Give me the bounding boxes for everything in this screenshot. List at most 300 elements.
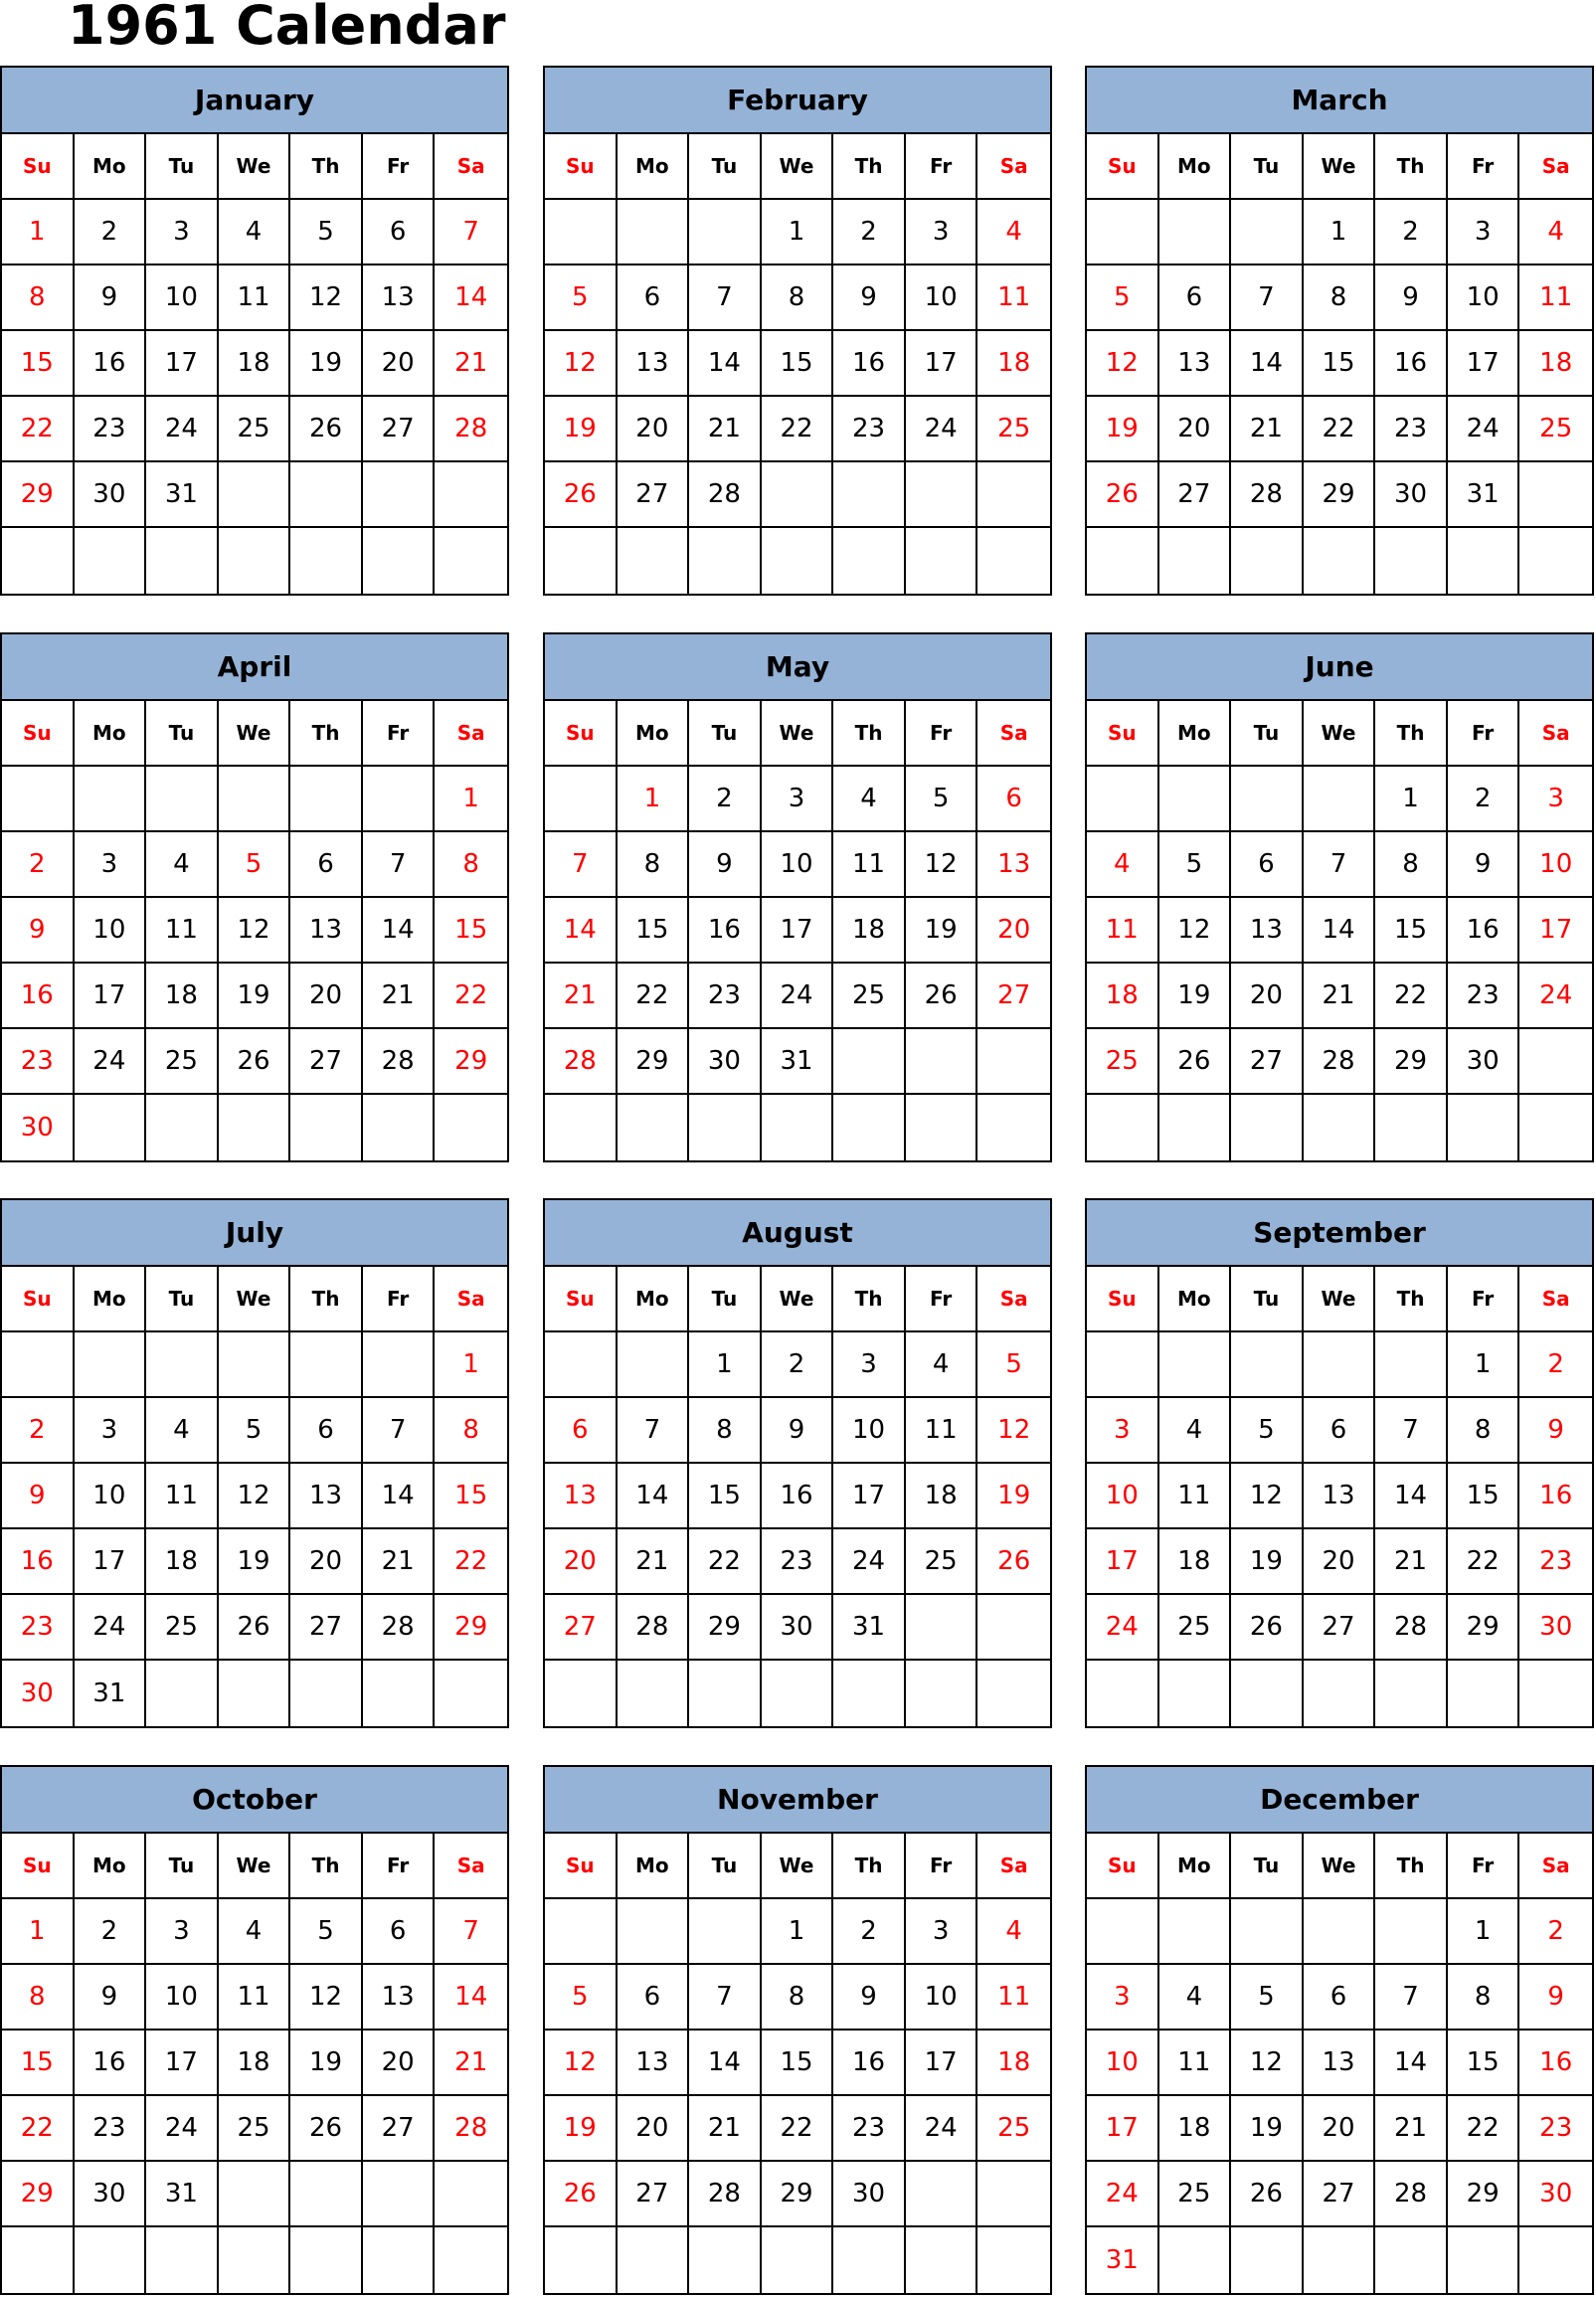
day-cell: 2 [833, 1899, 906, 1965]
day-cell: 10 [1448, 265, 1520, 331]
day-cell: 26 [545, 462, 618, 528]
day-cell: 14 [435, 1965, 507, 2031]
day-cell: 28 [1304, 1029, 1376, 1095]
day-cell: 6 [363, 1899, 436, 1965]
day-cell: 4 [1519, 200, 1592, 265]
day-cell: 1 [1304, 200, 1376, 265]
day-cell: 8 [1304, 265, 1376, 331]
weekday-label: We [219, 134, 291, 200]
weekday-label: We [1304, 1834, 1376, 1899]
day-cell: 30 [1519, 2162, 1592, 2227]
day-cell: 6 [618, 265, 690, 331]
month-header: December [1087, 1767, 1592, 1834]
day-cell: 27 [545, 1595, 618, 1661]
month-december [1085, 1765, 1594, 2295]
day-cell: 18 [146, 964, 219, 1029]
day-cell: 5 [1231, 1398, 1304, 1464]
day-cell: 4 [977, 1899, 1050, 1965]
day-cell: 12 [545, 331, 618, 397]
weekday-label: We [219, 1267, 291, 1332]
day-cell: 25 [1159, 1595, 1232, 1661]
weekday-label: Sa [435, 1267, 507, 1332]
day-cell: 18 [219, 331, 291, 397]
day-cell: 2 [1519, 1899, 1592, 1965]
weekday-label: Sa [435, 134, 507, 200]
day-cell: 18 [1519, 331, 1592, 397]
day-cell: 26 [219, 1595, 291, 1661]
day-cell: 18 [1087, 964, 1159, 1029]
day-cell: 11 [219, 1965, 291, 2031]
day-cell: 28 [1375, 1595, 1448, 1661]
day-cell: 12 [219, 898, 291, 964]
day-cell: 15 [1304, 331, 1376, 397]
weekday-label: Su [545, 134, 618, 200]
day-cell: 18 [833, 898, 906, 964]
empty-cell [762, 1095, 834, 1160]
day-cell: 19 [977, 1464, 1050, 1529]
day-cell: 29 [762, 2162, 834, 2227]
day-cell: 1 [2, 200, 75, 265]
month-grid [1087, 134, 1592, 594]
day-cell: 31 [75, 1661, 147, 1726]
month-may [543, 632, 1052, 1162]
day-cell: 31 [833, 1595, 906, 1661]
empty-cell [762, 1661, 834, 1726]
day-cell: 4 [833, 767, 906, 832]
weekday-label: Sa [977, 1834, 1050, 1899]
empty-cell [1304, 767, 1376, 832]
weekday-label: Su [545, 1834, 618, 1899]
day-cell: 26 [219, 1029, 291, 1095]
month-grid [545, 1834, 1050, 2293]
day-cell: 16 [1519, 2031, 1592, 2096]
day-cell: 18 [977, 331, 1050, 397]
empty-cell [1159, 1332, 1232, 1398]
day-cell: 1 [689, 1332, 762, 1398]
day-cell: 29 [1448, 2162, 1520, 2227]
weekday-label: Fr [363, 1267, 436, 1332]
empty-cell [1159, 528, 1232, 594]
day-cell: 31 [146, 2162, 219, 2227]
day-cell: 12 [290, 1965, 363, 2031]
empty-cell [689, 1899, 762, 1965]
day-cell: 10 [833, 1398, 906, 1464]
day-cell: 4 [977, 200, 1050, 265]
day-cell: 15 [2, 2031, 75, 2096]
weekday-label: Sa [435, 701, 507, 767]
weekday-label: Tu [146, 134, 219, 200]
day-cell: 9 [1448, 832, 1520, 898]
day-cell: 13 [1304, 2031, 1376, 2096]
empty-cell [363, 462, 436, 528]
day-cell: 5 [545, 265, 618, 331]
day-cell: 13 [1304, 1464, 1376, 1529]
empty-cell [545, 1661, 618, 1726]
day-cell: 23 [75, 2096, 147, 2162]
day-cell: 8 [435, 832, 507, 898]
month-june [1085, 632, 1594, 1162]
day-cell: 16 [1375, 331, 1448, 397]
day-cell: 19 [290, 331, 363, 397]
day-cell: 4 [146, 832, 219, 898]
day-cell: 18 [977, 2031, 1050, 2096]
weekday-label: Mo [1159, 1834, 1232, 1899]
month-header: September [1087, 1200, 1592, 1267]
empty-cell [906, 2162, 978, 2227]
weekday-label: Sa [1519, 701, 1592, 767]
day-cell: 6 [1304, 1965, 1376, 2031]
empty-cell [1519, 2227, 1592, 2293]
weekday-label: Fr [906, 1267, 978, 1332]
weekday-label: We [762, 701, 834, 767]
weekday-label: Su [1087, 1267, 1159, 1332]
weekday-label: Th [290, 1834, 363, 1899]
weekday-label: Sa [1519, 1267, 1592, 1332]
weekday-label: Mo [618, 1834, 690, 1899]
day-cell: 25 [219, 2096, 291, 2162]
weekday-label: Su [2, 1834, 75, 1899]
day-cell: 23 [833, 397, 906, 462]
day-cell: 7 [1231, 265, 1304, 331]
day-cell: 21 [363, 1529, 436, 1595]
day-cell: 27 [618, 462, 690, 528]
empty-cell [1087, 767, 1159, 832]
day-cell: 14 [363, 1464, 436, 1529]
day-cell: 22 [1448, 1529, 1520, 1595]
day-cell: 25 [977, 2096, 1050, 2162]
empty-cell [906, 1595, 978, 1661]
day-cell: 27 [290, 1595, 363, 1661]
empty-cell [363, 1095, 436, 1160]
weekday-label: We [762, 1267, 834, 1332]
day-cell: 12 [545, 2031, 618, 2096]
day-cell: 7 [689, 1965, 762, 2031]
day-cell: 22 [2, 2096, 75, 2162]
day-cell: 13 [977, 832, 1050, 898]
day-cell: 4 [146, 1398, 219, 1464]
day-cell: 22 [762, 2096, 834, 2162]
day-cell: 18 [1159, 2096, 1232, 2162]
empty-cell [545, 1095, 618, 1160]
day-cell: 30 [689, 1029, 762, 1095]
day-cell: 1 [2, 1899, 75, 1965]
empty-cell [435, 1661, 507, 1726]
day-cell: 22 [1304, 397, 1376, 462]
day-cell: 26 [1087, 462, 1159, 528]
day-cell: 13 [1159, 331, 1232, 397]
day-cell: 13 [290, 898, 363, 964]
day-cell: 24 [75, 1029, 147, 1095]
day-cell: 10 [1087, 2031, 1159, 2096]
day-cell: 27 [290, 1029, 363, 1095]
day-cell: 13 [1231, 898, 1304, 964]
day-cell: 16 [689, 898, 762, 964]
weekday-label: Fr [1448, 1267, 1520, 1332]
day-cell: 17 [146, 2031, 219, 2096]
day-cell: 7 [1304, 832, 1376, 898]
day-cell: 24 [1087, 2162, 1159, 2227]
day-cell: 9 [833, 1965, 906, 2031]
day-cell: 28 [689, 2162, 762, 2227]
day-cell: 8 [1448, 1398, 1520, 1464]
day-cell: 25 [146, 1595, 219, 1661]
day-cell: 13 [618, 331, 690, 397]
day-cell: 9 [2, 1464, 75, 1529]
weekday-label: Th [1375, 134, 1448, 200]
day-cell: 29 [1375, 1029, 1448, 1095]
empty-cell [833, 1661, 906, 1726]
day-cell: 24 [1448, 397, 1520, 462]
empty-cell [2, 767, 75, 832]
day-cell: 12 [1159, 898, 1232, 964]
empty-cell [219, 2227, 291, 2293]
empty-cell [906, 462, 978, 528]
empty-cell [1087, 528, 1159, 594]
day-cell: 19 [290, 2031, 363, 2096]
day-cell: 15 [762, 331, 834, 397]
weekday-label: We [1304, 1267, 1376, 1332]
day-cell: 25 [833, 964, 906, 1029]
day-cell: 17 [1087, 1529, 1159, 1595]
empty-cell [1231, 767, 1304, 832]
empty-cell [75, 1332, 147, 1398]
empty-cell [146, 528, 219, 594]
day-cell: 18 [906, 1464, 978, 1529]
empty-cell [545, 2227, 618, 2293]
day-cell: 20 [363, 331, 436, 397]
day-cell: 8 [689, 1398, 762, 1464]
day-cell: 20 [1304, 1529, 1376, 1595]
day-cell: 7 [618, 1398, 690, 1464]
day-cell: 16 [75, 331, 147, 397]
day-cell: 3 [906, 1899, 978, 1965]
day-cell: 2 [75, 1899, 147, 1965]
empty-cell [977, 1595, 1050, 1661]
weekday-label: Su [2, 1267, 75, 1332]
weekday-label: Sa [977, 701, 1050, 767]
weekday-label: Fr [906, 1834, 978, 1899]
empty-cell [1231, 2227, 1304, 2293]
day-cell: 9 [1519, 1398, 1592, 1464]
day-cell: 17 [762, 898, 834, 964]
empty-cell [1304, 1661, 1376, 1726]
empty-cell [1448, 528, 1520, 594]
day-cell: 26 [906, 964, 978, 1029]
day-cell: 12 [1087, 331, 1159, 397]
empty-cell [146, 767, 219, 832]
weekday-label: Tu [689, 1834, 762, 1899]
empty-cell [833, 1029, 906, 1095]
day-cell: 20 [1231, 964, 1304, 1029]
day-cell: 5 [219, 1398, 291, 1464]
day-cell: 1 [435, 767, 507, 832]
day-cell: 3 [1519, 767, 1592, 832]
weekday-label: We [1304, 701, 1376, 767]
weekday-label: Th [833, 701, 906, 767]
day-cell: 30 [833, 2162, 906, 2227]
day-cell: 17 [75, 1529, 147, 1595]
day-cell: 24 [146, 397, 219, 462]
day-cell: 11 [1519, 265, 1592, 331]
empty-cell [906, 528, 978, 594]
day-cell: 26 [290, 397, 363, 462]
empty-cell [1375, 1095, 1448, 1160]
day-cell: 22 [618, 964, 690, 1029]
day-cell: 16 [75, 2031, 147, 2096]
day-cell: 23 [1519, 2096, 1592, 2162]
page-title: 1961 Calendar [68, 0, 506, 57]
weekday-label: Th [1375, 1834, 1448, 1899]
day-cell: 8 [762, 1965, 834, 2031]
empty-cell [689, 200, 762, 265]
month-grid [545, 701, 1050, 1160]
empty-cell [545, 1899, 618, 1965]
weekday-label: Su [2, 701, 75, 767]
weekday-label: We [219, 1834, 291, 1899]
day-cell: 6 [618, 1965, 690, 2031]
empty-cell [1519, 1029, 1592, 1095]
weekday-label: Th [833, 1267, 906, 1332]
day-cell: 29 [435, 1595, 507, 1661]
day-cell: 2 [2, 832, 75, 898]
day-cell: 20 [290, 1529, 363, 1595]
day-cell: 23 [1375, 397, 1448, 462]
empty-cell [1519, 462, 1592, 528]
day-cell: 31 [1087, 2227, 1159, 2293]
day-cell: 25 [906, 1529, 978, 1595]
day-cell: 14 [1304, 898, 1376, 964]
empty-cell [977, 1095, 1050, 1160]
empty-cell [618, 528, 690, 594]
day-cell: 7 [689, 265, 762, 331]
empty-cell [1304, 1332, 1376, 1398]
day-cell: 9 [75, 265, 147, 331]
empty-cell [2, 2227, 75, 2293]
day-cell: 24 [833, 1529, 906, 1595]
day-cell: 11 [977, 265, 1050, 331]
weekday-label: Tu [1231, 701, 1304, 767]
month-grid [2, 701, 507, 1160]
day-cell: 26 [290, 2096, 363, 2162]
empty-cell [2, 1332, 75, 1398]
month-january [0, 66, 509, 596]
day-cell: 31 [762, 1029, 834, 1095]
weekday-label: Sa [1519, 1834, 1592, 1899]
day-cell: 28 [1375, 2162, 1448, 2227]
day-cell: 28 [363, 1029, 436, 1095]
weekday-label: Su [2, 134, 75, 200]
day-cell: 30 [75, 2162, 147, 2227]
empty-cell [906, 1095, 978, 1160]
day-cell: 25 [219, 397, 291, 462]
day-cell: 20 [977, 898, 1050, 964]
empty-cell [290, 1095, 363, 1160]
weekday-label: Tu [1231, 1267, 1304, 1332]
day-cell: 29 [1304, 462, 1376, 528]
month-march [1085, 66, 1594, 596]
day-cell: 30 [2, 1095, 75, 1160]
day-cell: 9 [1519, 1965, 1592, 2031]
day-cell: 7 [1375, 1398, 1448, 1464]
day-cell: 15 [435, 898, 507, 964]
day-cell: 7 [363, 832, 436, 898]
day-cell: 21 [689, 2096, 762, 2162]
empty-cell [146, 2227, 219, 2293]
day-cell: 23 [762, 1529, 834, 1595]
day-cell: 28 [1231, 462, 1304, 528]
month-october [0, 1765, 509, 2295]
day-cell: 3 [762, 767, 834, 832]
day-cell: 4 [1159, 1965, 1232, 2031]
empty-cell [1159, 1899, 1232, 1965]
day-cell: 2 [762, 1332, 834, 1398]
day-cell: 8 [435, 1398, 507, 1464]
day-cell: 2 [1448, 767, 1520, 832]
weekday-label: Tu [689, 1267, 762, 1332]
day-cell: 30 [2, 1661, 75, 1726]
day-cell: 23 [2, 1029, 75, 1095]
day-cell: 12 [290, 265, 363, 331]
empty-cell [219, 2162, 291, 2227]
empty-cell [290, 2227, 363, 2293]
day-cell: 10 [146, 1965, 219, 2031]
day-cell: 10 [906, 1965, 978, 2031]
empty-cell [290, 462, 363, 528]
empty-cell [545, 767, 618, 832]
day-cell: 14 [618, 1464, 690, 1529]
day-cell: 19 [906, 898, 978, 964]
day-cell: 19 [1087, 397, 1159, 462]
weekday-label: Mo [618, 1267, 690, 1332]
empty-cell [1375, 2227, 1448, 2293]
weekday-label: Tu [146, 701, 219, 767]
day-cell: 6 [363, 200, 436, 265]
day-cell: 19 [1231, 2096, 1304, 2162]
empty-cell [689, 2227, 762, 2293]
day-cell: 11 [977, 1965, 1050, 2031]
day-cell: 13 [290, 1464, 363, 1529]
day-cell: 28 [618, 1595, 690, 1661]
empty-cell [219, 767, 291, 832]
day-cell: 9 [2, 898, 75, 964]
weekday-label: Th [1375, 701, 1448, 767]
empty-cell [1159, 1661, 1232, 1726]
empty-cell [435, 1095, 507, 1160]
month-grid [545, 1267, 1050, 1726]
day-cell: 31 [146, 462, 219, 528]
weekday-label: Fr [1448, 134, 1520, 200]
day-cell: 14 [435, 265, 507, 331]
day-cell: 15 [689, 1464, 762, 1529]
day-cell: 13 [363, 265, 436, 331]
day-cell: 22 [2, 397, 75, 462]
day-cell: 20 [618, 397, 690, 462]
weekday-label: Fr [1448, 1834, 1520, 1899]
weekday-label: Mo [75, 1834, 147, 1899]
day-cell: 11 [833, 832, 906, 898]
day-cell: 15 [1375, 898, 1448, 964]
day-cell: 11 [1159, 2031, 1232, 2096]
empty-cell [146, 1095, 219, 1160]
empty-cell [1375, 528, 1448, 594]
day-cell: 22 [1448, 2096, 1520, 2162]
day-cell: 9 [689, 832, 762, 898]
day-cell: 9 [833, 265, 906, 331]
day-cell: 3 [833, 1332, 906, 1398]
day-cell: 20 [363, 2031, 436, 2096]
day-cell: 22 [435, 1529, 507, 1595]
day-cell: 23 [1448, 964, 1520, 1029]
